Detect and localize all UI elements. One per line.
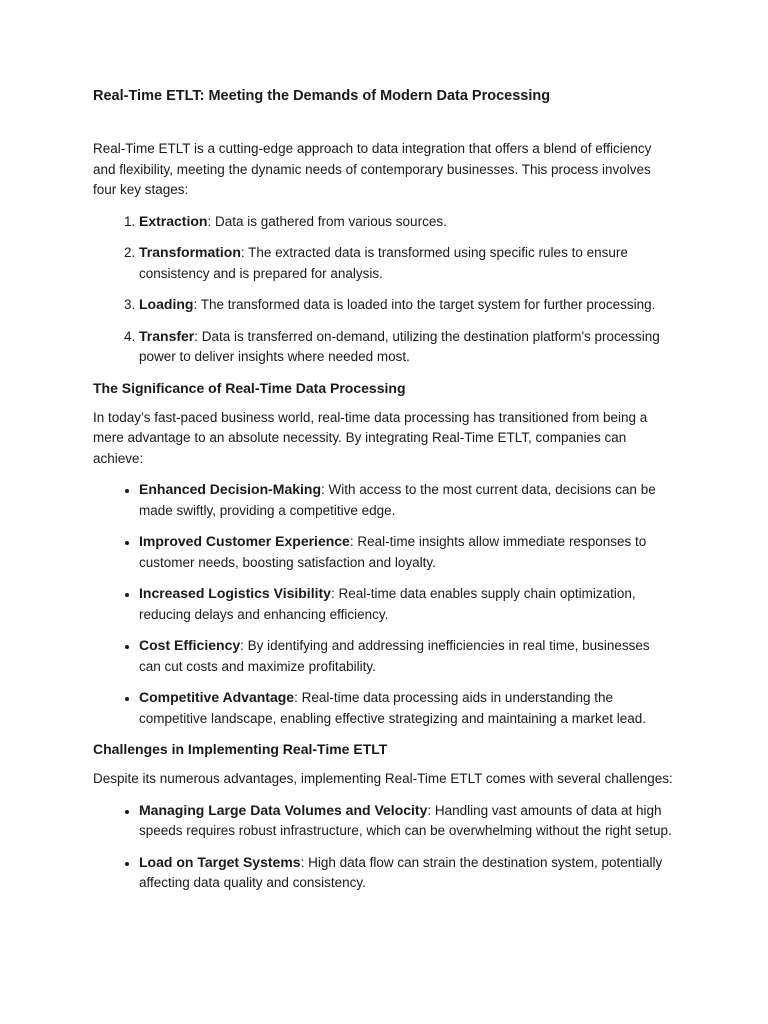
list-item-term: Improved Customer Experience <box>139 533 350 549</box>
list-item <box>139 800 675 842</box>
list-item-term: Increased Logistics Visibility <box>139 585 331 601</box>
list-item-term: Transformation <box>139 244 241 260</box>
challenges-intro: Despite its numerous advantages, implementing Real-Time ETLT comes with several challenges: <box>93 771 673 786</box>
list-item-term: Extraction <box>139 212 208 229</box>
list-item-text: : Real-time data processing aids in understanding the competitive landscape, enabling effective strategizing and maintaining a market lead. <box>139 690 647 726</box>
stages-list <box>93 211 675 368</box>
list-item-text: : High data flow can strain the destination system, potentially affecting data quality and consistency. <box>139 854 663 890</box>
list-item-text: : Handling vast amounts of data at high speeds requires robust infrastructure, which can be overwhelming without the right setup. <box>139 802 672 838</box>
list-item <box>139 211 675 233</box>
list-item <box>139 531 675 573</box>
list-item-text: : With access to the most current data, decisions can be made swiftly, providing a competitive edge. <box>139 482 656 518</box>
list-item-term: Load on Target Systems <box>139 853 301 870</box>
list-item-term: Transfer <box>139 327 195 344</box>
list-item <box>139 294 675 316</box>
list-item-text: : The extracted data is transformed using specific rules to ensure consistency and is prepared for analysis. <box>139 245 628 281</box>
list-item <box>139 852 675 894</box>
list-item <box>139 583 675 625</box>
list-item <box>139 326 675 368</box>
list-item-term: Managing Large Data Volumes and Velocity <box>139 801 428 818</box>
list-item <box>139 635 675 677</box>
list-item <box>139 687 675 729</box>
list-item-term: Enhanced Decision-Making <box>139 481 322 497</box>
list-item-text: : By identifying and addressing inefficiencies in real time, businesses can cut costs and maximize profitability. <box>139 638 650 674</box>
significance-list <box>93 479 675 729</box>
document-title: Real-Time ETLT: Meeting the Demands of Modern Data Processing <box>93 88 551 104</box>
list-item-term: Cost Efficiency <box>139 637 241 653</box>
list-item <box>139 479 675 521</box>
list-item-text: : Data is gathered from various sources. <box>207 213 447 229</box>
challenges-list <box>93 800 675 894</box>
list-item <box>139 242 675 284</box>
list-item-text: : Real-time data enables supply chain optimization, reducing delays and enhancing efficiency. <box>139 586 636 622</box>
list-item-term: Loading <box>139 296 194 312</box>
list-item-term: Competitive Advantage <box>139 689 295 705</box>
list-item-text: : Real-time insights allow immediate responses to customer needs, boosting satisfaction and loyalty. <box>139 534 647 570</box>
significance-intro: In today’s fast-paced business world, real-time data processing has transitioned from being a mere advantage to an absolute necessity. By integrating Real-Time ETLT, companies can achieve: <box>93 409 648 466</box>
list-item-text: : The transformed data is loaded into the target system for further processing. <box>193 297 656 312</box>
list-item-text: : Data is transferred on-demand, utilizing the destination platform's processing power to deliver insights where needed most. <box>139 328 660 364</box>
challenges-heading: Challenges in Implementing Real-Time ETLT <box>93 741 388 757</box>
intro-paragraph: Real-Time ETLT is a cutting-edge approach to data integration that offers a blend of efficiency and flexibility, meeting the dynamic needs of contemporary businesses. This process involves four key stages: <box>93 141 652 197</box>
significance-heading: The Significance of Real-Time Data Processing <box>93 379 406 396</box>
